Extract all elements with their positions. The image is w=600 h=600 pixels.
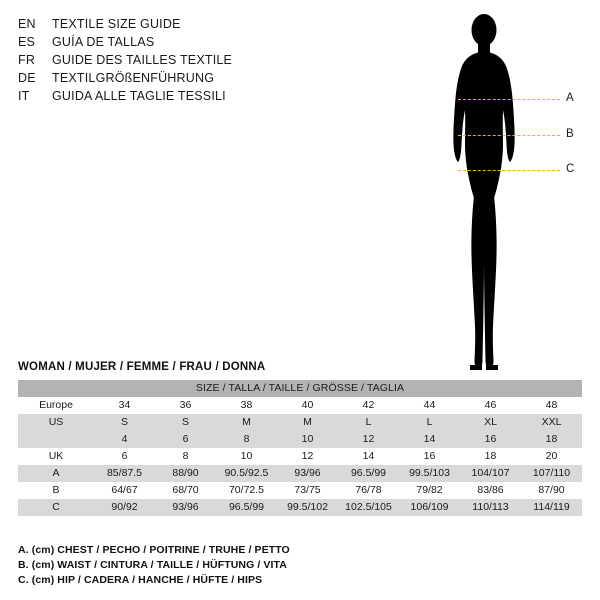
table-cell: 106/109 xyxy=(399,499,460,516)
female-silhouette-figure xyxy=(420,8,592,376)
table-cell: 70/72.5 xyxy=(216,482,277,499)
table-cell: 8 xyxy=(216,431,277,448)
table-row xyxy=(18,414,582,431)
table-cell: 38 xyxy=(216,397,277,414)
language-header-block xyxy=(18,16,348,106)
row-label: UK xyxy=(18,448,94,465)
table-cell: 83/86 xyxy=(460,482,521,499)
table-cell: 102.5/105 xyxy=(338,499,399,516)
table-cell: M xyxy=(216,414,277,431)
note-hip: C. (cm) HIP / CADERA / HANCHE / HÜFTE / HIPS xyxy=(18,574,263,586)
row-label: A xyxy=(18,465,94,482)
language-code: FR xyxy=(18,53,36,67)
measure-line-a xyxy=(458,99,560,100)
table-row xyxy=(18,482,582,499)
measurement-notes xyxy=(18,543,578,588)
section-title: WOMAN / MUJER / FEMME / FRAU / DONNA xyxy=(18,361,266,373)
table-cell: 90.5/92.5 xyxy=(216,465,277,482)
table-cell: 73/75 xyxy=(277,482,338,499)
row-label xyxy=(18,431,94,448)
table-cell: 36 xyxy=(155,397,216,414)
table-cell: 76/78 xyxy=(338,482,399,499)
language-code: ES xyxy=(18,35,36,49)
table-cell: 6 xyxy=(155,431,216,448)
table-cell: 107/110 xyxy=(521,465,582,482)
silhouette-icon xyxy=(420,8,592,376)
measure-label-c: C xyxy=(566,163,575,175)
table-cell: 96.5/99 xyxy=(216,499,277,516)
table-cell: 6 xyxy=(94,448,155,465)
table-header-row xyxy=(18,380,582,397)
table-cell: 90/92 xyxy=(94,499,155,516)
table-cell: 10 xyxy=(277,431,338,448)
table-cell: 12 xyxy=(338,431,399,448)
measure-label-b: B xyxy=(566,128,574,140)
row-label: Europe xyxy=(18,397,94,414)
table-cell: XL xyxy=(460,414,521,431)
table-cell: 16 xyxy=(460,431,521,448)
table-row xyxy=(18,431,582,448)
language-title: GUIDA ALLE TAGLIE TESSILI xyxy=(52,89,226,103)
table-cell: 93/96 xyxy=(155,499,216,516)
language-code: DE xyxy=(18,71,36,85)
table-cell: XXL xyxy=(521,414,582,431)
language-row-de xyxy=(18,70,348,86)
table-cell: 34 xyxy=(94,397,155,414)
table-cell: 48 xyxy=(521,397,582,414)
measure-line-c xyxy=(458,170,560,171)
table-cell: 14 xyxy=(338,448,399,465)
table-cell: 68/70 xyxy=(155,482,216,499)
table-row xyxy=(18,397,582,414)
table-cell: 42 xyxy=(338,397,399,414)
language-code: EN xyxy=(18,17,36,31)
table-cell: 14 xyxy=(399,431,460,448)
language-row-it xyxy=(18,88,348,104)
table-cell: 88/90 xyxy=(155,465,216,482)
language-title: TEXTILGRÖßENFÜHRUNG xyxy=(52,71,215,85)
row-label: C xyxy=(18,499,94,516)
table-cell: S xyxy=(94,414,155,431)
table-cell: 79/82 xyxy=(399,482,460,499)
language-row-en xyxy=(18,16,348,32)
table-row xyxy=(18,465,582,482)
table-cell: 18 xyxy=(460,448,521,465)
measure-label-a: A xyxy=(566,92,574,104)
note-waist: B. (cm) WAIST / CINTURA / TAILLE / HÜFTUNG / VITA xyxy=(18,559,287,571)
table-cell: 18 xyxy=(521,431,582,448)
table-cell: 96.5/99 xyxy=(338,465,399,482)
language-title: GUIDE DES TAILLES TEXTILE xyxy=(52,53,233,67)
language-code: IT xyxy=(18,89,30,103)
table-cell: 12 xyxy=(277,448,338,465)
table-cell: 87/90 xyxy=(521,482,582,499)
table-cell: S xyxy=(155,414,216,431)
table-cell: 46 xyxy=(460,397,521,414)
language-row-es xyxy=(18,34,348,50)
table-cell: 93/96 xyxy=(277,465,338,482)
table-cell: 10 xyxy=(216,448,277,465)
table-cell: 20 xyxy=(521,448,582,465)
table-header-label: SIZE / TALLA / TAILLE / GRÖSSE / TAGLIA xyxy=(18,380,582,397)
measure-line-b xyxy=(458,135,560,136)
language-title: GUÍA DE TALLAS xyxy=(52,35,155,49)
table-cell: 99.5/102 xyxy=(277,499,338,516)
table-row xyxy=(18,448,582,465)
note-chest: A. (cm) CHEST / PECHO / POITRINE / TRUHE / PETTO xyxy=(18,544,290,556)
table-cell: 44 xyxy=(399,397,460,414)
table-cell: 8 xyxy=(155,448,216,465)
row-label: B xyxy=(18,482,94,499)
language-title: TEXTILE SIZE GUIDE xyxy=(52,17,181,31)
row-label: US xyxy=(18,414,94,431)
size-table xyxy=(18,380,582,516)
table-cell: 16 xyxy=(399,448,460,465)
table-cell: M xyxy=(277,414,338,431)
table-cell: 85/87.5 xyxy=(94,465,155,482)
language-row-fr xyxy=(18,52,348,68)
table-cell: 104/107 xyxy=(460,465,521,482)
table-cell: 4 xyxy=(94,431,155,448)
table-cell: 110/113 xyxy=(460,499,521,516)
table-cell: 114/119 xyxy=(521,499,582,516)
table-cell: L xyxy=(338,414,399,431)
table-cell: 64/67 xyxy=(94,482,155,499)
table-cell: 40 xyxy=(277,397,338,414)
table-cell: L xyxy=(399,414,460,431)
table-cell: 99.5/103 xyxy=(399,465,460,482)
table-row xyxy=(18,499,582,516)
